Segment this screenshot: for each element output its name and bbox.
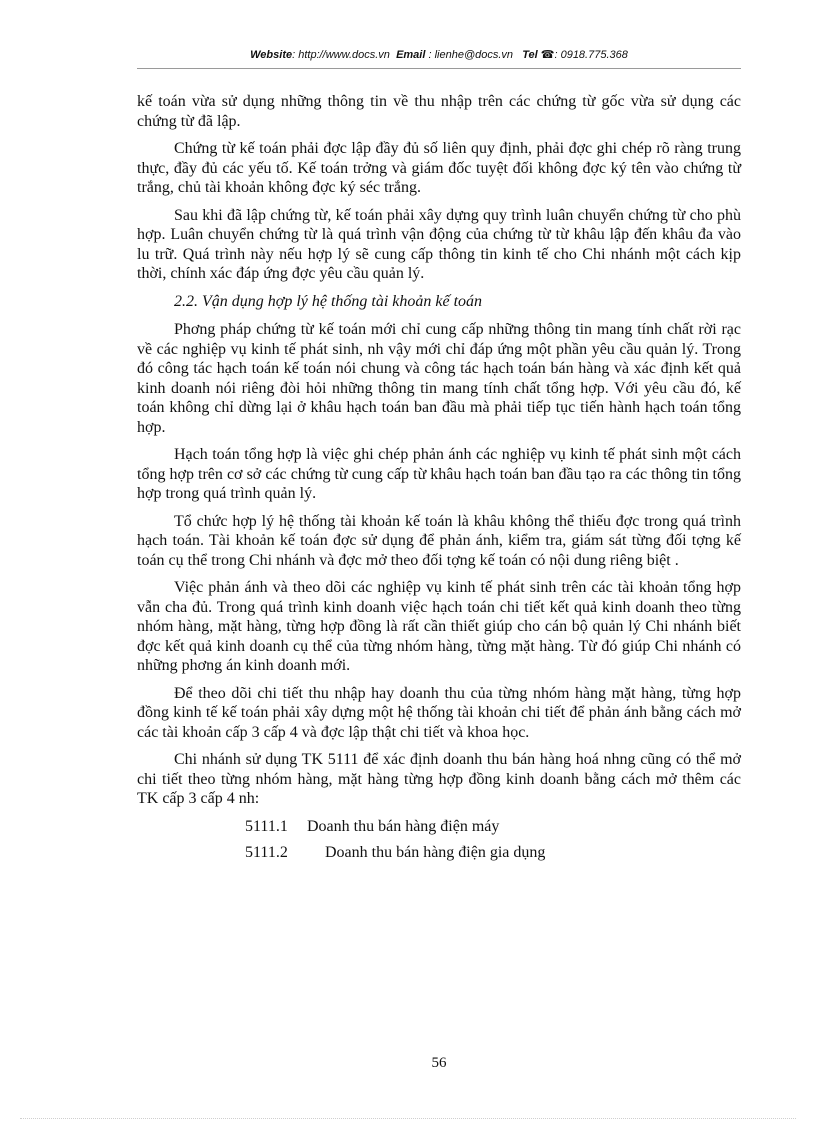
document-body: [137, 92, 741, 870]
tel-label: Tel: [522, 49, 538, 61]
section-heading: 2.2. Vận dụng hợp lý hệ thống tài khoản kế toán: [174, 292, 483, 310]
account-code: 5111.2: [245, 844, 288, 861]
phone-icon: ☎: [540, 49, 555, 61]
paragraph-1: kế toán vừa sử dụng những thông tin về thu nhập trên các chứng từ gốc vừa sử dụng các chứng từ đã lập.: [137, 93, 741, 130]
website-url: : http://www.docs.vn: [292, 49, 390, 61]
paragraph-8: Để theo dõi chi tiết thu nhập hay doanh thu của từng nhóm hàng mặt hàng, từng hợp đồng kinh tế kế toán phải xây dựng một hệ thống tài khoản chi tiết để phản ánh bằng cách mở các tài khoản cấp 3 cấp 4 và đợc lập thật chi tiết và khoa học.: [137, 684, 741, 741]
account-name: Doanh thu bán hàng điện gia dụng: [325, 844, 546, 861]
account-code: 5111.1: [245, 817, 288, 835]
page-bottom-divider: [20, 1118, 796, 1119]
tel-number: : 0918.775.368: [554, 49, 628, 61]
paragraph-2: Chứng từ kế toán phải đợc lập đầy đủ số liên quy định, phải đợc ghi chép rõ ràng trung thực, đầy đủ các yếu tố. Kế toán trởng và giám đốc tuyệt đối không đợc ký tên vào chứng từ trắng, chủ tài khoản không đợc ký séc trắng.: [137, 140, 741, 196]
paragraph-3: Sau khi đã lập chứng từ, kế toán phải xây dựng quy trình luân chuyển chứng từ cho phù hợp. Luân chuyển chứng từ là quá trình vận động của chứng từ từ khâu lập đến khâu đa vào lu trữ. Quá trình này nếu hợp lý sẽ cung cấp thông tin kinh tế cho Chi nhánh một cách kịp thời, chính xác đáp ứng đợc yêu cầu quản lý.: [137, 206, 741, 282]
page-header: [137, 48, 741, 61]
paragraph-4: Phơng pháp chứng từ kế toán mới chỉ cung cấp những thông tin mang tính chất rời rạc về các nghiệp vụ kinh tế phát sinh, nh vậy mới chỉ đáp ứng một phần yêu cầu quản lý. Trong đó công tác hạch toán kế toán nói chung và công tác hạch toán bán hàng và xác định kết quả kinh doanh nói riêng đòi hỏi những thông tin mang tính chất tổng hợp. Với yêu cầu đó, kế toán không chỉ dừng lại ở khâu hạch toán ban đầu mà phải tiếp tục tiến hành hạch toán tổng hợp.: [137, 321, 741, 436]
header-divider: [137, 68, 741, 69]
paragraph-7: Việc phản ánh và theo dõi các nghiệp vụ kinh tế phát sinh trên các tài khoản tổng hợp vẫn cha đủ. Trong quá trình kinh doanh việc hạch toán chi tiết kết quả kinh doanh theo từng nhóm hàng, mặt hàng, từng hợp đồng là rất cần thiết giúp cho cán bộ quản lý Chi nhánh biết đợc kết quả kinh doanh cụ thể của từng nhóm hàng, từng mặt hàng. Từ đó giúp Chi nhánh có những phơng án kinh doanh mới.: [137, 579, 741, 674]
paragraph-9: Chi nhánh sử dụng TK 5111 để xác định doanh thu bán hàng hoá nhng cũng có thể mở chi tiết theo từng nhóm hàng, mặt hàng từng hợp đồng kinh doanh bằng cách mở thêm các TK cấp 3 cấp 4 nh:: [137, 751, 741, 807]
paragraph-6: Tổ chức hợp lý hệ thống tài khoản kế toán là khâu không thể thiếu đợc trong quá trình hạch toán. Tài khoản kế toán đợc sử dụng để phản ánh, kiểm tra, giám sát từng đối tợng kế toán cụ thể trong Chi nhánh và đợc mở theo đối tợng kế toán có nội dung riêng biệt .: [137, 512, 741, 569]
email-address: : lienhe@docs.vn: [428, 49, 514, 61]
paragraph-5: Hạch toán tổng hợp là việc ghi chép phản ánh các nghiệp vụ kinh tế phát sinh một cách tổng hợp trên cơ sở các chứng từ cung cấp từ khâu hạch toán ban đầu tạo ra các thông tin tổng hợp trong quá trình quản lý.: [137, 446, 741, 502]
website-label: Website: [250, 49, 293, 61]
account-line: [137, 817, 741, 837]
page-number: 56: [431, 1055, 447, 1071]
account-line: [137, 843, 741, 863]
email-label: Email: [396, 49, 426, 61]
account-name: Doanh thu bán hàng điện máy: [307, 817, 500, 835]
